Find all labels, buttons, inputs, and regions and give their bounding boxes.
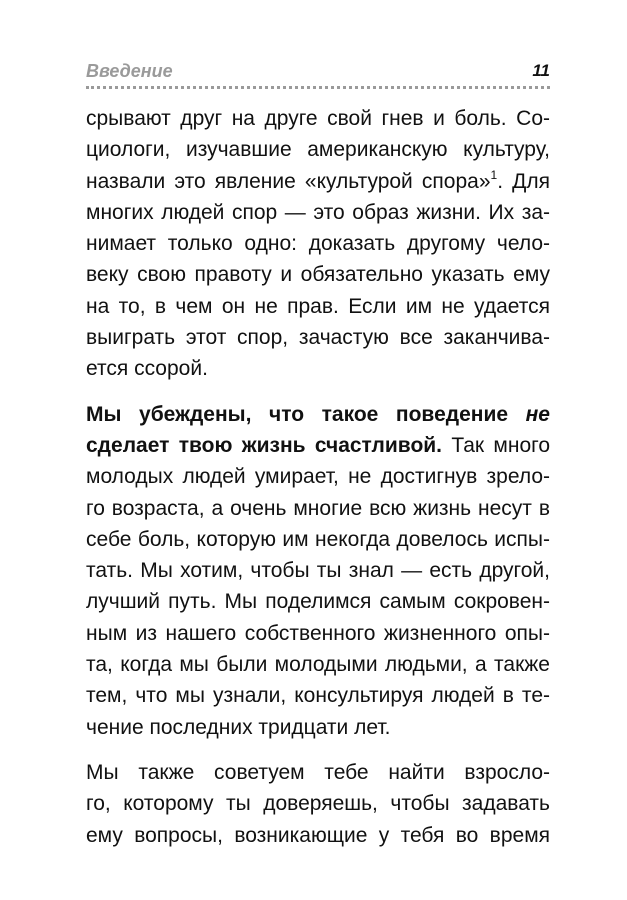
- text-line: го возраста, а очень многие всю жизнь несут в: [86, 496, 550, 520]
- text-line: лучший путь. Мы поделимся самым сокровен-: [86, 590, 550, 614]
- text-line: на то, в чем он не прав. Если им не удается: [86, 294, 550, 318]
- text-line: чение последних тридцати лет.: [86, 715, 391, 739]
- header-dotted-rule: [86, 86, 550, 89]
- text-line: Мы также советуем тебе найти взросло-: [86, 760, 550, 784]
- text-line: тем, что мы узнали, консультируя людей в те-: [86, 684, 550, 708]
- bold-text: Мы убеждены, что такое поведение: [86, 402, 526, 426]
- paragraph-3: [86, 757, 550, 851]
- text-line: та, когда мы были молодыми людьми, а также: [86, 653, 550, 677]
- text-line: многих людей спор — это образ жизни. Их за-: [86, 200, 550, 224]
- text-line: себе боль, которую им некогда довелось испы-: [86, 527, 550, 551]
- text-line: выиграть этот спор, зачастую все заканчива-: [86, 326, 550, 350]
- paragraph-1: [86, 103, 550, 385]
- text-line: назвали это явление «культурой спора»$^1$. Для: [86, 167, 550, 193]
- footnote-marker: 1: [490, 167, 498, 182]
- text-line: [86, 399, 550, 430]
- text-line: ему вопросы, возникающие у тебя во время: [86, 823, 550, 847]
- bold-text: сделает твою жизнь счастливой.: [86, 433, 443, 457]
- text-line: сделает твою жизнь счастливой. Так много: [86, 433, 550, 457]
- body-text: [86, 103, 550, 851]
- text-line: тать. Мы хотим, чтобы ты знал — есть другой,: [86, 559, 550, 583]
- section-title: Введение: [86, 61, 173, 81]
- text-line: ным из нашего собственного жизненного опы-: [86, 621, 550, 645]
- text-line: молодых людей умирает, не достигнув зрело-: [86, 465, 550, 489]
- page-number: 11: [532, 61, 550, 80]
- bold-italic-text: не: [525, 402, 550, 426]
- text-line: веку свою правоту и обязательно указать ему: [86, 263, 550, 287]
- text-line: нимает только одно: доказать другому чело-: [86, 232, 550, 256]
- text-line: ется ссорой.: [86, 357, 208, 381]
- text-line: срывают друг на друге свой гнев и боль. Со-: [86, 107, 550, 130]
- paragraph-2: [86, 399, 550, 743]
- text-line: циологи, изучавшие американскую культуру,: [86, 138, 550, 162]
- running-head: [86, 59, 550, 83]
- text-line: го, которому ты доверяешь, чтобы задавать: [86, 792, 550, 816]
